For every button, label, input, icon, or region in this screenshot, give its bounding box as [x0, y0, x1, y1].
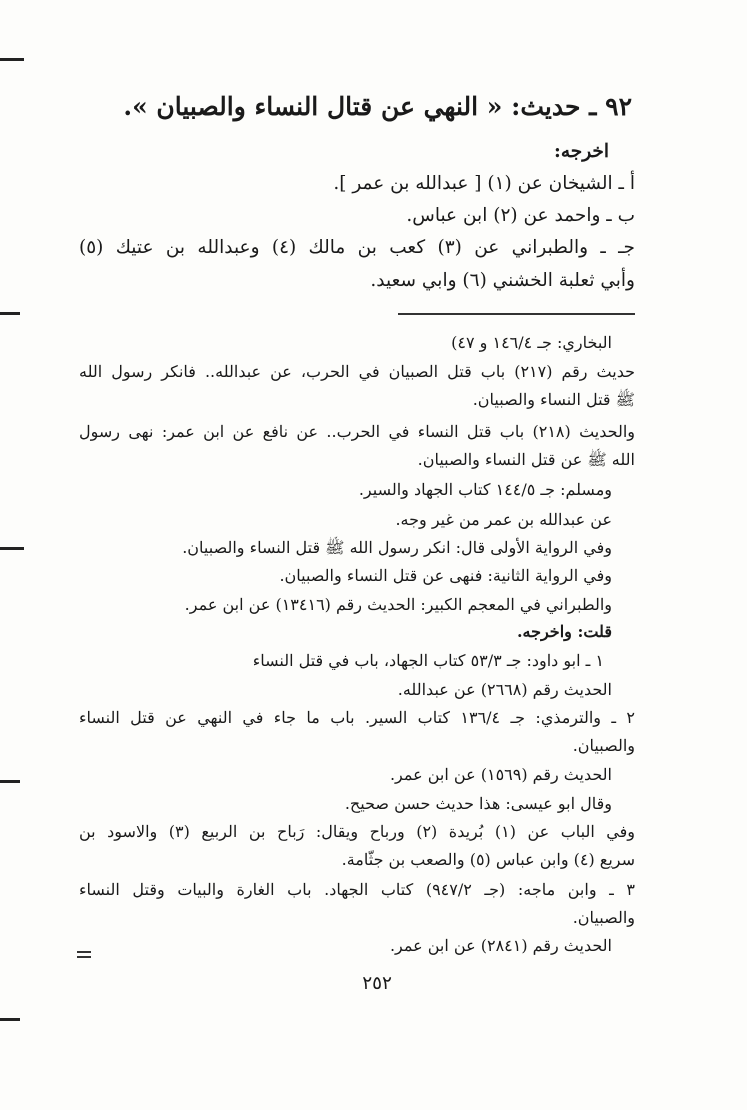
footnote-line: الله ﷺ عن قتل النساء والصبيان. [417, 450, 635, 469]
margin-mark [0, 312, 20, 315]
footnote-line: وفي الباب عن (١) بُريدة (٢) ورباح ويقال: رَباح بن الربيع (٣) والاسود بن [79, 822, 636, 841]
footnote-line: الحديث رقم (٢٦٦٨) عن عبدالله. [397, 680, 612, 699]
footnote-line: ومسلم: جـ ١٤٤/٥ كتاب الجهاد والسير. [358, 480, 612, 499]
continuation-mark [77, 956, 91, 958]
main-line: جـ ـ والطبراني عن (٣) كعب بن مالك (٤) وعبدالله بن عتيك (٥) [79, 237, 635, 258]
footnote-line: حديث رقم (٢١٧) باب قتل الصبيان في الحرب، عن عبدالله.. فانكر رسول الله [79, 362, 635, 381]
footnote-line: والصبيان. [572, 736, 635, 755]
footnote-line: والصبيان. [572, 908, 635, 927]
footnote-line: الحديث رقم (٢٨٤١) عن ابن عمر. [389, 936, 612, 955]
footnote-line: ١ ـ ابو داود: جـ ٥٣/٣ كتاب الجهاد، باب في قتل النساء [252, 651, 604, 670]
footnote-line: عن عبدالله بن عمر من غير وجه. [395, 510, 612, 529]
margin-mark [0, 58, 24, 61]
footnote-line: الحديث رقم (١٥٦٩) عن ابن عمر. [389, 765, 612, 784]
main-line: ب ـ واحمد عن (٢) ابن عباس. [406, 205, 635, 226]
main-line: اخرجه: [554, 141, 609, 162]
main-line: أ ـ الشيخان عن (١) [ عبدالله بن عمر ]. [333, 173, 635, 194]
margin-mark [0, 547, 24, 550]
footnote-separator [398, 313, 635, 315]
footnote-line: ﷺ قتل النساء والصبيان. [472, 390, 635, 409]
margin-mark [0, 780, 20, 783]
page-number: ٢٥٢ [362, 973, 392, 994]
margin-mark [0, 1018, 20, 1021]
footnote-line: وفي الرواية الأولى قال: انكر رسول الله ﷺ قتل النساء والصبيان. [182, 538, 612, 557]
footnote-line: سريع (٤) وابن عباس (٥) والصعب بن جثّامة. [341, 850, 635, 869]
main-line: وأبي ثعلبة الخشني (٦) وابي سعيد. [370, 270, 635, 291]
footnote-line: البخاري: جـ ١٤٦/٤ و ٤٧) [451, 333, 612, 352]
footnote-line: ٢ ـ والترمذي: جـ ١٣٦/٤ كتاب السير. باب ما جاء في النهي عن قتل النساء [79, 708, 636, 727]
footnote-line: والحديث (٢١٨) باب قتل النساء في الحرب.. عن نافع عن ابن عمر: نهى رسول [79, 422, 636, 441]
footnote-line: والطبراني في المعجم الكبير: الحديث رقم (١٣٤١٦) عن ابن عمر. [184, 595, 612, 614]
footnote-line: ٣ ـ وابن ماجه: (جـ ٩٤٧/٢) كتاب الجهاد. باب الغارة والبيات وقتل النساء [79, 880, 636, 899]
footnote-line: وفي الرواية الثانية: فنهى عن قتل النساء والصبيان. [279, 566, 612, 585]
continuation-mark [77, 951, 91, 953]
footnote-line: وقال ابو عيسى: هذا حديث حسن صحيح. [344, 794, 612, 813]
footnote-line: قلت: واخرجه. [516, 622, 612, 641]
page-title: ٩٢ ـ حديث: « النهي عن قتال النساء والصبيان ». [123, 92, 632, 121]
